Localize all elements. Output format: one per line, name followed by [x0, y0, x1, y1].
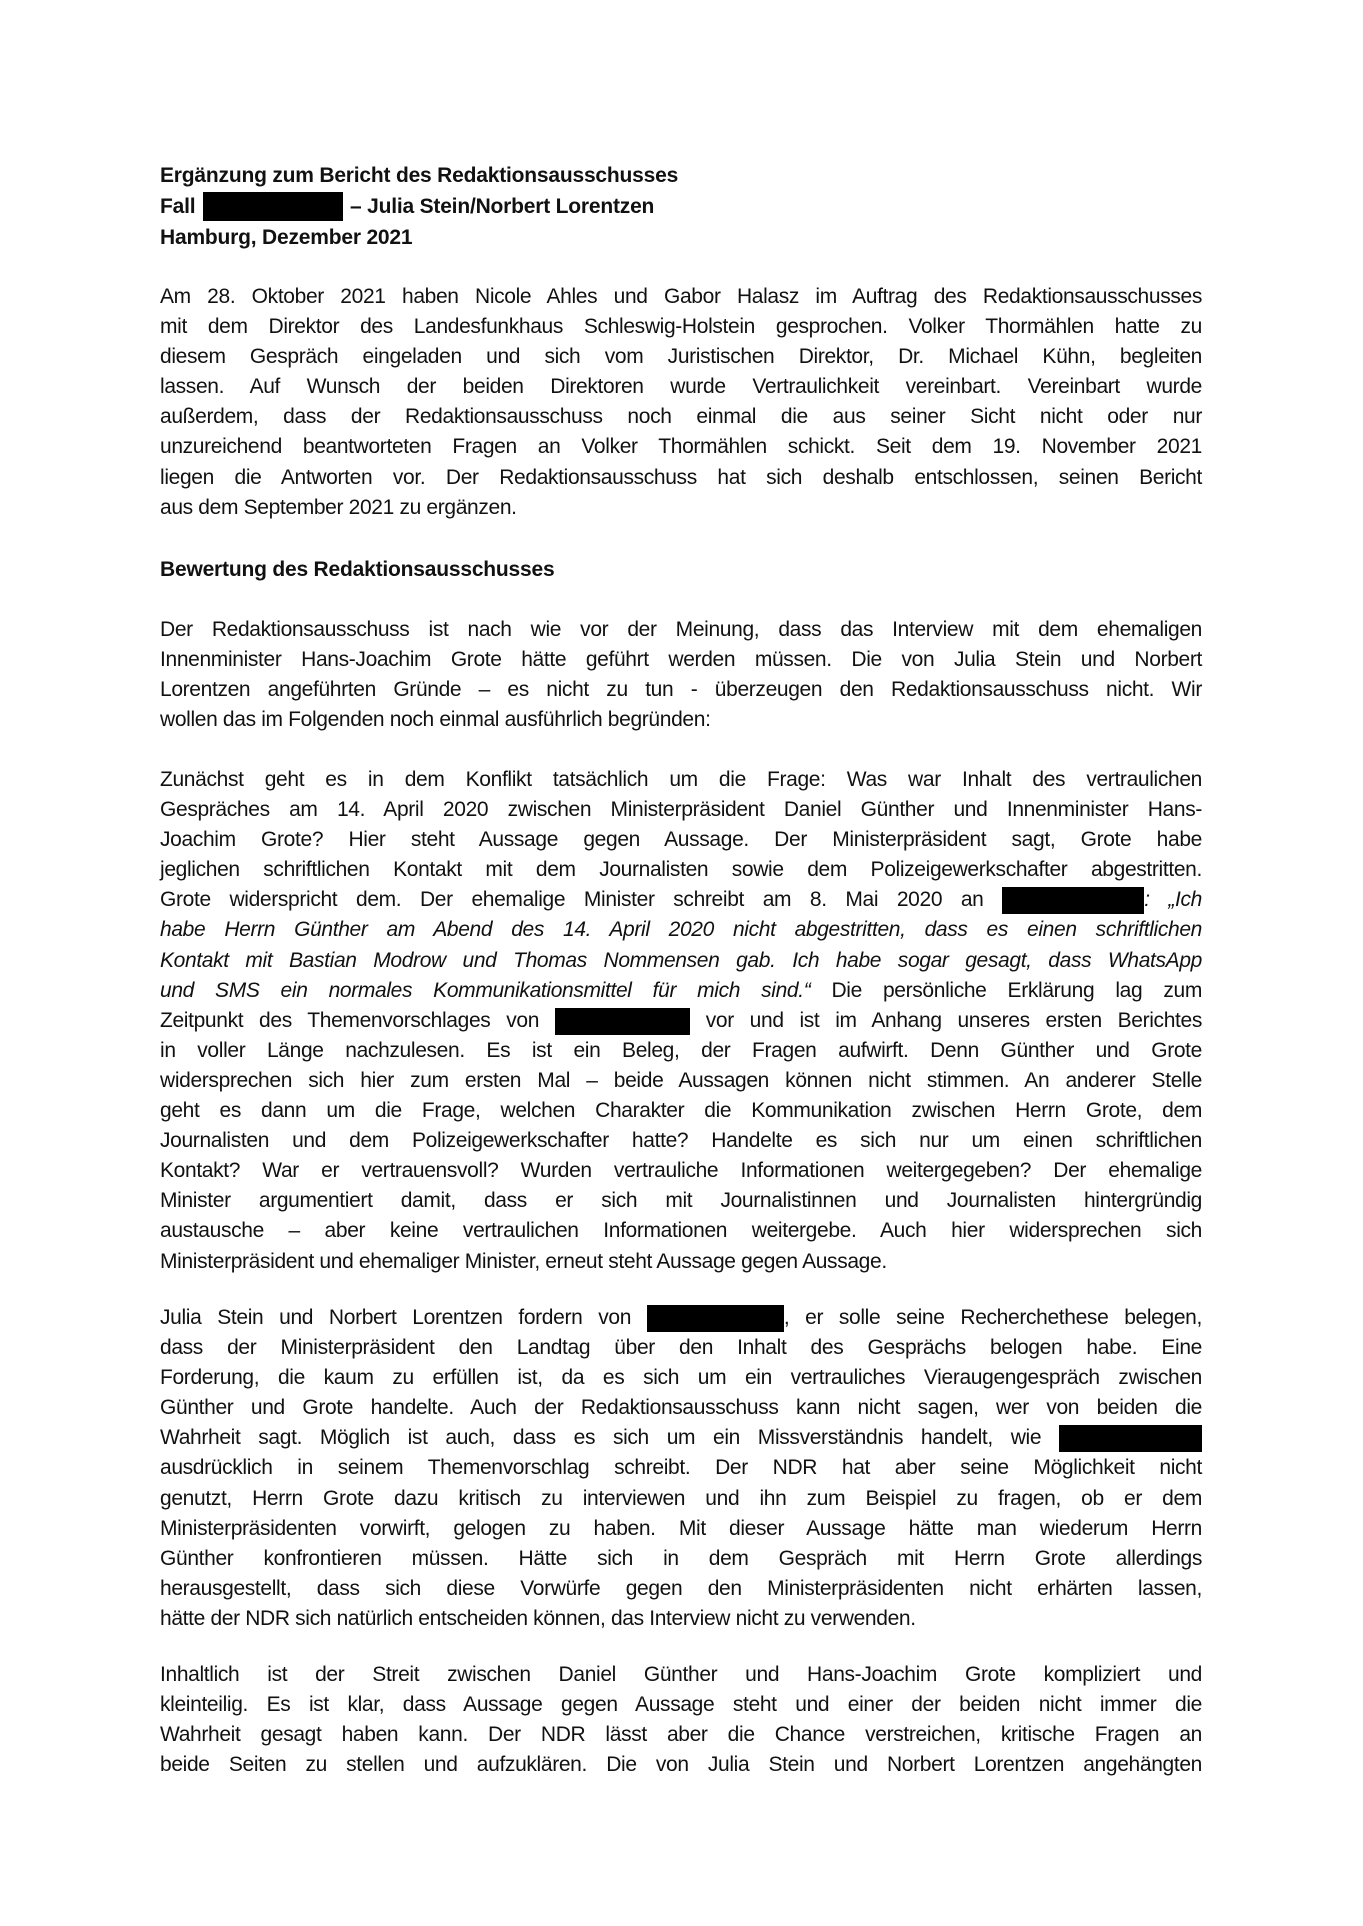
text-line: ausdrücklich in seinem Themenvorschlag schreibt. Der NDR hat aber seine Möglichkeit nicht	[160, 1456, 1202, 1480]
text-line: herausgestellt, dass sich diese Vorwürfe gegen den Ministerpräsidenten nicht erhärten lassen,	[160, 1576, 1202, 1600]
text-line: mit dem Direktor des Landesfunkhaus Schleswig-Holstein gesprochen. Volker Thormählen hatte zu	[160, 315, 1202, 339]
text-segment: Wahrheit sagt. Möglich ist auch, dass es sich um ein Missverständnis handelt, wie	[160, 1426, 1042, 1450]
text-line: außerdem, dass der Redaktionsausschuss noch einmal die aus seiner Sicht nicht oder nur	[160, 405, 1202, 429]
redaction-box	[1002, 887, 1144, 914]
text-segment: Grote widerspricht dem. Der ehemalige Minister schreibt am 8. Mai 2020 an	[160, 888, 984, 912]
text-line: Der Redaktionsausschuss ist nach wie vor der Meinung, dass das Interview mit dem ehemaligen	[160, 618, 1202, 641]
text-line: hätte der NDR sich natürlich entscheiden können, das Interview nicht zu verwenden.	[160, 1606, 916, 1630]
text-line: dass der Ministerpräsident den Landtag über den Inhalt des Gesprächs belogen habe. Eine	[160, 1336, 1202, 1360]
text-segment: , er solle seine Recherchethese belegen,	[783, 1306, 1202, 1329]
text-line: Innenminister Hans-Joachim Grote hätte geführt werden müssen. Die von Julia Stein und Norbert	[160, 648, 1202, 672]
text-line: widersprechen sich hier zum ersten Mal – beide Aussagen können nicht stimmen. An anderer Stelle	[160, 1068, 1202, 1092]
text-line: Kontakt? War er vertrauensvoll? Wurden vertrauliche Informationen weitergegeben? Der ehemalige	[160, 1159, 1202, 1183]
text-line: Günther und Grote handelte. Auch der Redaktionsausschuss kann nicht sagen, wer von beiden die	[160, 1396, 1202, 1420]
text-line: lassen. Auf Wunsch der beiden Direktoren wurde Vertraulichkeit vereinbart. Vereinbart wurde	[160, 375, 1202, 399]
case-suffix: – Julia Stein/Norbert Lorentzen	[350, 195, 655, 218]
text-line: jeglichen schriftlichen Kontakt mit dem Journalisten sowie dem Polizeigewerkschafter abgestritten.	[160, 858, 1202, 882]
text-line	[160, 1423, 1202, 1453]
text-segment: vor und ist im Anhang unseres ersten Berichtes	[705, 1008, 1203, 1032]
text-line: aus dem September 2021 zu ergänzen.	[160, 495, 517, 519]
text-line: beide Seiten zu stellen und aufzuklären. Die von Julia Stein und Norbert Lorentzen angehängten	[160, 1753, 1202, 1777]
text-line: Am 28. Oktober 2021 haben Nicole Ahles und Gabor Halasz im Auftrag des Redaktionsausschusses	[160, 285, 1202, 308]
text-line: Forderung, die kaum zu erfüllen ist, da es sich um ein vertrauliches Vieraugengespräch zwischen	[160, 1366, 1202, 1390]
text-line: Ministerpräsidenten vorwirft, gelogen zu haben. Mit dieser Aussage hätte man wiederum Herrn	[160, 1516, 1202, 1540]
text-line: Zunächst geht es in dem Konflikt tatsächlich um die Frage: Was war Inhalt des vertraulichen	[160, 768, 1202, 791]
text-line	[160, 1303, 1202, 1333]
text-line: Ministerpräsident und ehemaliger Minister, erneut steht Aussage gegen Aussage.	[160, 1249, 887, 1273]
paragraph-content	[160, 1660, 1202, 1780]
redaction-box	[555, 1008, 690, 1035]
redaction-box	[1059, 1425, 1202, 1452]
paragraph-assessment	[160, 615, 1202, 735]
redaction-box	[647, 1305, 784, 1332]
text-line: in voller Länge nachzulesen. Es ist ein Beleg, der Fragen aufwirft. Denn Günther und Grote	[160, 1038, 1202, 1062]
text-line: diesem Gespräch eingeladen und sich vom Juristischen Direktor, Dr. Michael Kühn, begleiten	[160, 345, 1202, 369]
text-line: Inhaltlich ist der Streit zwischen Daniel Günther und Hans-Joachim Grote kompliziert und	[160, 1663, 1202, 1686]
text-segment: Julia Stein und Norbert Lorentzen fordern von	[160, 1306, 632, 1329]
quote-start: : „Ich	[1144, 888, 1203, 912]
paragraph-conflict	[160, 765, 1202, 1277]
quote-end: und SMS ein normales Kommunikationsmittel für mich sind.“	[160, 978, 811, 1002]
paragraph-demand	[160, 1303, 1202, 1634]
quote-line: Kontakt mit Bastian Modrow und Thomas Nommensen gab. Ich habe sogar gesagt, dass WhatsApp	[160, 948, 1202, 972]
text-segment: Die persönliche Erklärung lag zum	[831, 978, 1202, 1002]
text-line: Journalisten und dem Polizeigewerkschafter hatte? Handelte es sich nur um einen schriftlichen	[160, 1129, 1202, 1153]
section-heading: Bewertung des Redaktionsausschusses	[160, 558, 555, 581]
paragraph-intro	[160, 282, 1202, 523]
quote-line: habe Herrn Günther am Abend des 14. April 2020 nicht abgestritten, dass es einen schriftlichen	[160, 918, 1202, 942]
text-line: genutzt, Herrn Grote dazu kritisch zu interviewen und ihn zum Beispiel zu fragen, ob er dem	[160, 1486, 1202, 1510]
text-line: geht es dann um die Frage, welchen Charakter die Kommunikation zwischen Herrn Grote, dem	[160, 1099, 1202, 1123]
text-line	[160, 976, 1202, 1006]
text-line: austausche – aber keine vertraulichen Informationen weitergebe. Auch hier widersprechen sich	[160, 1219, 1202, 1243]
text-line: Minister argumentiert damit, dass er sich mit Journalistinnen und Journalisten hintergründig	[160, 1189, 1202, 1213]
text-line: Gespräches am 14. April 2020 zwischen Ministerpräsident Daniel Günther und Innenminister Hans-	[160, 798, 1202, 822]
text-segment: Zeitpunkt des Themenvorschlages von	[160, 1008, 540, 1032]
document-title: Ergänzung zum Bericht des Redaktionsausschusses	[160, 164, 679, 187]
text-line	[160, 885, 1202, 915]
text-line: unzureichend beantworteten Fragen an Volker Thormählen schickt. Seit dem 19. November 2021	[160, 435, 1202, 459]
case-prefix: Fall	[160, 195, 196, 218]
text-line: Joachim Grote? Hier steht Aussage gegen Aussage. Der Ministerpräsident sagt, Grote habe	[160, 828, 1202, 852]
place-date: Hamburg, Dezember 2021	[160, 226, 413, 249]
text-line	[160, 1006, 1202, 1036]
text-line: kleinteilig. Es ist klar, dass Aussage gegen Aussage steht und einer der beiden nicht immer die	[160, 1693, 1202, 1717]
text-line: liegen die Antworten vor. Der Redaktionsausschuss hat sich deshalb entschlossen, seinen Bericht	[160, 465, 1202, 489]
redaction-box	[203, 192, 343, 221]
text-line: Wahrheit gesagt haben kann. Der NDR lässt aber die Chance verstreichen, kritische Fragen an	[160, 1723, 1202, 1747]
case-line	[160, 192, 195, 222]
text-line: Günther konfrontieren müssen. Hätte sich in dem Gespräch mit Herrn Grote allerdings	[160, 1546, 1202, 1570]
text-line: Lorentzen angeführten Gründe – es nicht zu tun - überzeugen den Redaktionsausschuss nicht. Wir	[160, 678, 1202, 702]
text-line: wollen das im Folgenden noch einmal ausführlich begründen:	[160, 708, 711, 732]
